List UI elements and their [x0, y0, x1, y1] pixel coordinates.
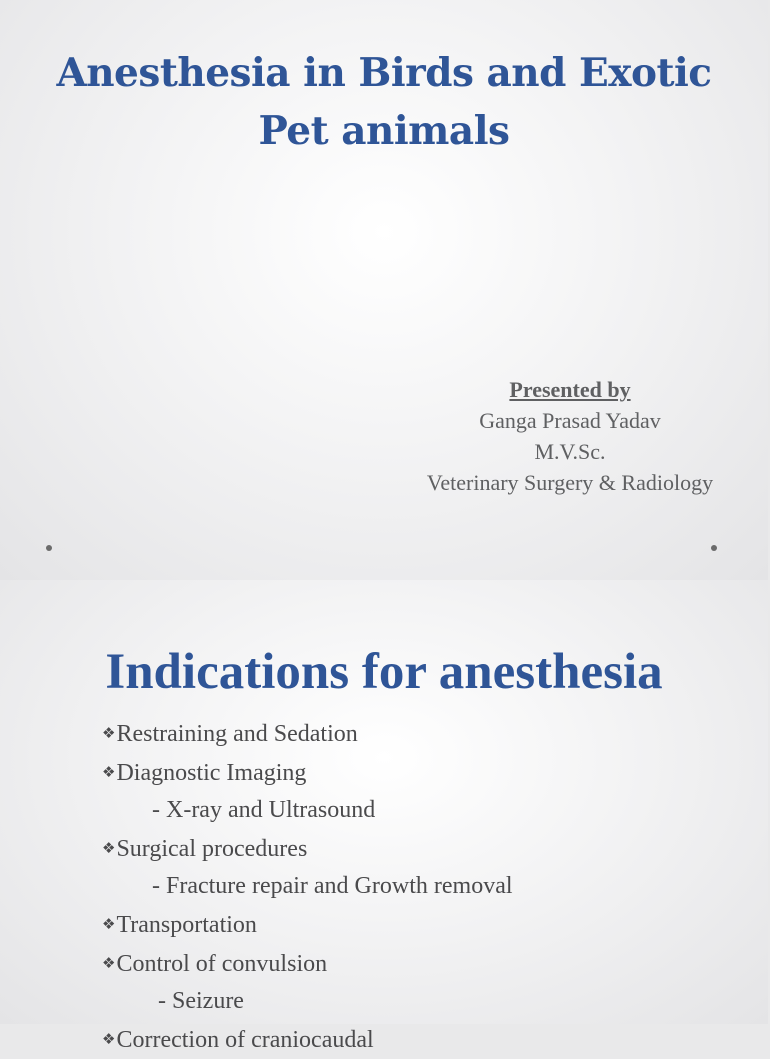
list-item: ❖Transportation	[102, 911, 257, 938]
bullet-dot-left	[46, 545, 52, 551]
presented-by-label: Presented by	[509, 377, 631, 402]
indications-slide	[0, 580, 768, 1053]
list-subitem: - Fracture repair and Growth removal	[152, 873, 513, 900]
diamond-bullet-icon: ❖	[102, 914, 116, 933]
diamond-bullet-icon: ❖	[102, 724, 116, 742]
title-line-2: Pet animals	[258, 108, 510, 154]
title-line-1: Anesthesia in Birds and Exotic	[56, 50, 712, 96]
presenter-name: Ganga Prasad Yadav	[479, 408, 661, 433]
diamond-bullet-icon: ❖	[102, 953, 116, 972]
list-item: ❖Control of convulsion	[102, 950, 328, 977]
diamond-bullet-icon: ❖	[102, 762, 116, 781]
indications-list	[102, 715, 513, 1059]
presenter-block	[370, 374, 770, 498]
slide-heading: Indications for anesthesia	[105, 644, 663, 700]
diamond-bullet-icon: ❖	[102, 838, 116, 857]
presentation-title	[0, 44, 768, 160]
list-item: ❖Correction of craniocaudal	[102, 1026, 374, 1053]
presenter-degree: M.V.Sc.	[534, 439, 606, 464]
list-item: ❖Diagnostic Imaging	[102, 759, 307, 786]
list-subitem: - Seizure	[158, 988, 244, 1015]
list-item: ❖Restraining and Sedation	[102, 721, 358, 747]
bullet-dot-right	[711, 545, 717, 551]
diamond-bullet-icon: ❖	[102, 1029, 116, 1048]
list-item: ❖Surgical procedures	[102, 835, 308, 862]
list-subitem: - X-ray and Ultrasound	[152, 797, 376, 824]
presenter-department: Veterinary Surgery & Radiology	[426, 470, 714, 495]
